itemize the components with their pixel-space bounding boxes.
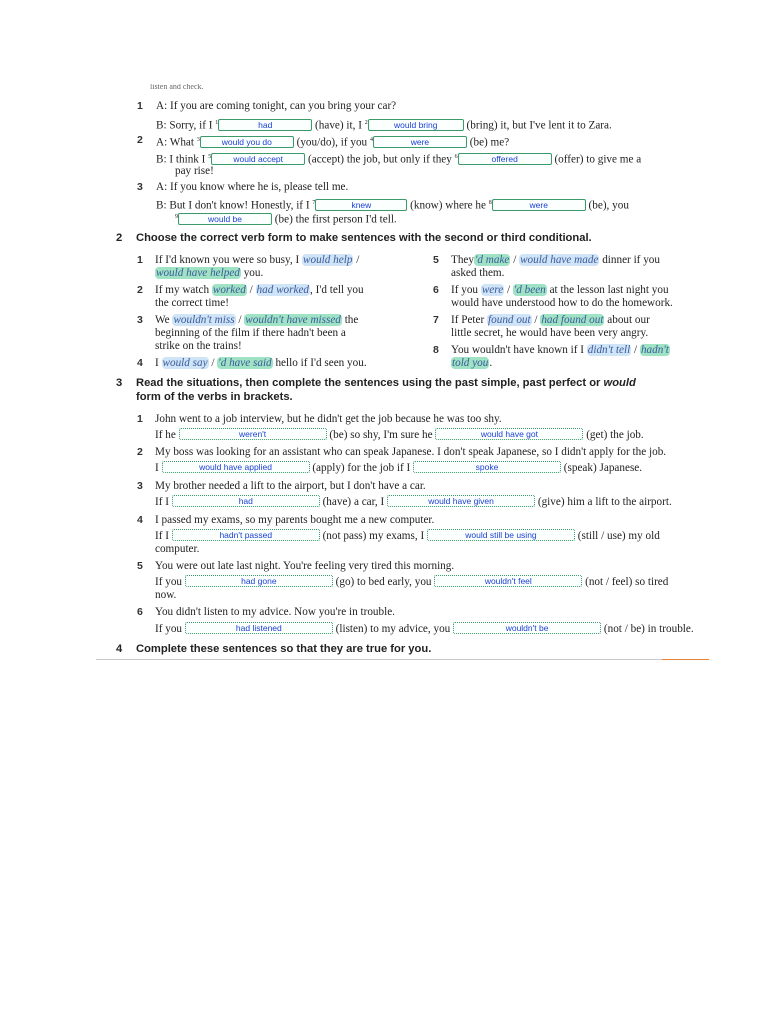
ex3-item-number: 6: [137, 606, 143, 618]
text: You wouldn't have known if I: [451, 344, 587, 356]
ex3-heading-cont: form of the verbs in brackets.: [136, 391, 293, 403]
answer-field[interactable]: would still be using: [427, 529, 575, 541]
ex3-item5-cont: now.: [155, 589, 177, 601]
text: (have) a car, I: [319, 496, 388, 508]
ex3-item-number: 1: [137, 413, 143, 425]
text: (not pass) my exams, I: [319, 530, 427, 542]
gap-number: 6: [454, 154, 458, 160]
text: (be) so shy, I'm sure he: [326, 429, 436, 441]
ex2-item5: [451, 253, 660, 267]
ex3-item-number: 3: [137, 480, 143, 492]
text: (offer) to give me a: [551, 153, 642, 166]
text: , I'd tell you: [310, 284, 364, 296]
ex1-item1-b: [156, 116, 612, 133]
ex1-item1-a: A: If you are coming tonight, can you bring your car?: [156, 100, 397, 112]
option-choice[interactable]: told you: [452, 357, 489, 369]
ex2-item1: [155, 253, 359, 267]
answer-field[interactable]: weren't: [179, 428, 327, 440]
text: (know) where he: [407, 199, 489, 212]
ex2-item7-cont: little secret, he would have been very angry.: [451, 327, 649, 339]
text: A: What: [156, 136, 197, 149]
gap-number: 5: [208, 154, 212, 160]
text: the: [341, 314, 359, 326]
option-choice[interactable]: found out: [488, 314, 531, 326]
text: would: [603, 377, 636, 389]
ex2-item6-cont: would have understood how to do the homework.: [451, 297, 673, 309]
text: B: But I don't know! Honestly, if I: [156, 199, 313, 212]
gap-number: 8: [488, 200, 492, 206]
text: about our: [604, 314, 650, 326]
answer-field[interactable]: had: [172, 495, 320, 507]
text: (apply) for the job if I: [309, 462, 413, 474]
text: dinner if you: [599, 254, 660, 266]
ex3-number: 3: [116, 377, 123, 389]
ex2-item8-cont: [451, 356, 492, 370]
option-choice[interactable]: 'd make: [475, 254, 510, 266]
ex2-item4: [155, 356, 367, 370]
ex4-heading: Complete these sentences so that they are true for you.: [136, 643, 432, 655]
text: (have) it, I: [312, 119, 365, 132]
gap-number: 3: [196, 137, 200, 143]
cropped-instruction: listen and check.: [150, 84, 204, 90]
text: (be) me?: [466, 136, 510, 149]
ex3-heading: [136, 377, 636, 389]
text: (bring) it, but I've lent it to Zara.: [463, 119, 612, 132]
answer-field[interactable]: wouldn't feel: [434, 575, 582, 587]
ex3-item6-sentence: [155, 622, 694, 636]
ex2-item-number: 7: [433, 314, 439, 326]
option-choice[interactable]: wouldn't have missed: [245, 314, 341, 326]
answer-field[interactable]: would you do: [200, 136, 294, 148]
ex3-item2-sentence: [155, 461, 642, 475]
option-choice[interactable]: would say: [162, 357, 208, 369]
text: If you: [155, 623, 185, 635]
option-choice[interactable]: would have helped: [156, 267, 240, 279]
ex2-item2: [155, 283, 364, 297]
answer-field[interactable]: had listened: [185, 622, 333, 634]
ex1-item-number: 2: [137, 134, 143, 146]
ex3-item2-context: My boss was looking for an assistant who can speak Japanese. I don't speak Japanese, so I didn't apply for the job.: [155, 446, 667, 458]
ex2-item-number: 2: [137, 284, 143, 296]
text: (you/do), if you: [293, 136, 370, 149]
ex3-item3-sentence: [155, 495, 672, 509]
text: If you: [451, 284, 481, 296]
text: (speak) Japanese.: [560, 462, 643, 474]
text: /: [504, 284, 513, 296]
ex1-item2-a: [156, 133, 509, 150]
option-choice[interactable]: 'd have said: [218, 357, 272, 369]
text: you.: [240, 267, 264, 279]
answer-field[interactable]: hadn't passed: [172, 529, 320, 541]
text: /: [631, 344, 640, 356]
answer-field[interactable]: would bring: [368, 119, 464, 131]
ex3-item4-context: I passed my exams, so my parents bought me a new computer.: [155, 514, 435, 526]
ex1-item2-b: [156, 150, 641, 167]
text: .: [489, 357, 493, 369]
text: /: [235, 314, 245, 326]
answer-field[interactable]: knew: [315, 199, 407, 211]
text: (get) the job.: [583, 429, 644, 441]
text: If you: [155, 576, 185, 588]
ex2-item3-cont2: strike on the trains!: [155, 340, 242, 352]
text: (still / use) my old: [574, 530, 660, 542]
text: /: [531, 314, 541, 326]
ex2-item-number: 1: [137, 254, 143, 266]
option-choice[interactable]: would have made: [520, 254, 599, 266]
option-choice[interactable]: had found out: [541, 314, 604, 326]
text: They: [451, 254, 474, 266]
ex3-item-number: 5: [137, 560, 143, 572]
text: (go) to bed early, you: [332, 576, 435, 588]
ex3-item-number: 2: [137, 446, 143, 458]
ex1-item-number: 1: [137, 100, 143, 112]
option-choice[interactable]: worked: [212, 284, 246, 296]
text: (be) the first person I'd tell.: [272, 213, 397, 226]
ex2-item3-cont1: beginning of the film if there hadn't been a: [155, 327, 346, 339]
option-choice[interactable]: didn't tell: [587, 344, 631, 356]
text: I: [155, 462, 162, 474]
ex4-number: 4: [116, 643, 123, 655]
option-choice[interactable]: were: [481, 284, 504, 296]
option-choice[interactable]: wouldn't miss: [173, 314, 235, 326]
ex2-item3: [155, 313, 358, 327]
text: If Peter: [451, 314, 488, 326]
ex1-item3-c: [175, 210, 397, 227]
answer-field[interactable]: would accept: [211, 153, 305, 165]
text: hello if I'd seen you.: [272, 357, 367, 369]
option-choice[interactable]: 'd been: [513, 284, 546, 296]
gap-number: 1: [215, 120, 219, 126]
ex2-item5-cont: asked them.: [451, 267, 505, 279]
text: (be), you: [585, 199, 629, 212]
answer-field[interactable]: would have got: [435, 428, 583, 440]
answer-field[interactable]: were: [373, 136, 467, 148]
answer-field[interactable]: wouldn't be: [453, 622, 601, 634]
ex2-item-number: 4: [137, 357, 143, 369]
text: /: [510, 254, 520, 266]
answer-field[interactable]: would be: [178, 213, 272, 225]
text: /: [353, 254, 360, 266]
ex3-item1-context: John went to a job interview, but he didn't get the job because he was too shy.: [155, 413, 502, 425]
text: (not / feel) so tired: [582, 576, 669, 588]
ex2-item2-cont: the correct time!: [155, 297, 229, 309]
answer-field[interactable]: had: [218, 119, 312, 131]
ex2-item1-cont: [155, 266, 263, 280]
ex2-item-number: 3: [137, 314, 143, 326]
ex1-item-number: 3: [137, 181, 143, 193]
text: If I: [155, 530, 172, 542]
text: /: [246, 284, 256, 296]
text: We: [155, 314, 173, 326]
text: (accept) the job, but only if they: [305, 153, 455, 166]
gap-number: 7: [312, 200, 316, 206]
gap-number: 9: [175, 214, 178, 220]
ex1-item2-b-cont: pay rise!: [175, 165, 214, 177]
gap-number: 4: [369, 137, 373, 143]
ex3-item4-cont: computer.: [155, 543, 200, 555]
ex2-item-number: 5: [433, 254, 439, 266]
ex2-item-number: 8: [433, 344, 439, 356]
answer-field[interactable]: were: [492, 199, 586, 211]
ex3-item3-context: My brother needed a lift to the airport, but I don't have a car.: [155, 480, 426, 492]
ex3-item4-sentence: [155, 529, 660, 543]
text: (give) him a lift to the airport.: [535, 496, 672, 508]
divider-accent: [662, 659, 709, 660]
text: If my watch: [155, 284, 212, 296]
ex2-item8: [451, 343, 670, 357]
ex3-item5-sentence: [155, 575, 668, 589]
answer-field[interactable]: would have given: [387, 495, 535, 507]
option-choice[interactable]: hadn't: [640, 344, 669, 356]
ex2-item7: [451, 313, 650, 327]
text: If I: [155, 496, 172, 508]
text: (not / be) in trouble.: [601, 623, 694, 635]
ex3-item6-context: You didn't listen to my advice. Now you're in trouble.: [155, 606, 395, 618]
text: (listen) to my advice, you: [332, 623, 454, 635]
text: If he: [155, 429, 179, 441]
answer-field[interactable]: offered: [458, 153, 552, 165]
ex3-item-number: 4: [137, 514, 143, 526]
ex3-item5-context: You were out late last night. You're feeling very tired this morning.: [155, 560, 455, 572]
ex3-item1-sentence: [155, 428, 644, 442]
text: /: [208, 357, 218, 369]
text: If I'd known you were so busy, I: [155, 254, 303, 266]
ex2-number: 2: [116, 232, 123, 244]
section-divider: [96, 659, 709, 660]
text: at the lesson last night you: [546, 284, 669, 296]
text: I: [155, 357, 162, 369]
answer-field[interactable]: would have applied: [162, 461, 310, 473]
text: B: I think I: [156, 153, 209, 166]
answer-field[interactable]: spoke: [413, 461, 561, 473]
answer-field[interactable]: had gone: [185, 575, 333, 587]
ex2-item6: [451, 283, 669, 297]
ex2-heading: Choose the correct verb form to make sentences with the second or third conditional.: [136, 232, 592, 244]
option-choice[interactable]: had worked: [256, 284, 310, 296]
ex2-item-number: 6: [433, 284, 439, 296]
ex1-item3-a: A: If you know where he is, please tell me.: [156, 181, 349, 193]
option-choice[interactable]: would help: [303, 254, 353, 266]
text: B: Sorry, if I: [156, 119, 216, 132]
text: Read the situations, then complete the sentences using the past simple, past perfect or: [136, 377, 604, 389]
gap-number: 2: [364, 120, 368, 126]
